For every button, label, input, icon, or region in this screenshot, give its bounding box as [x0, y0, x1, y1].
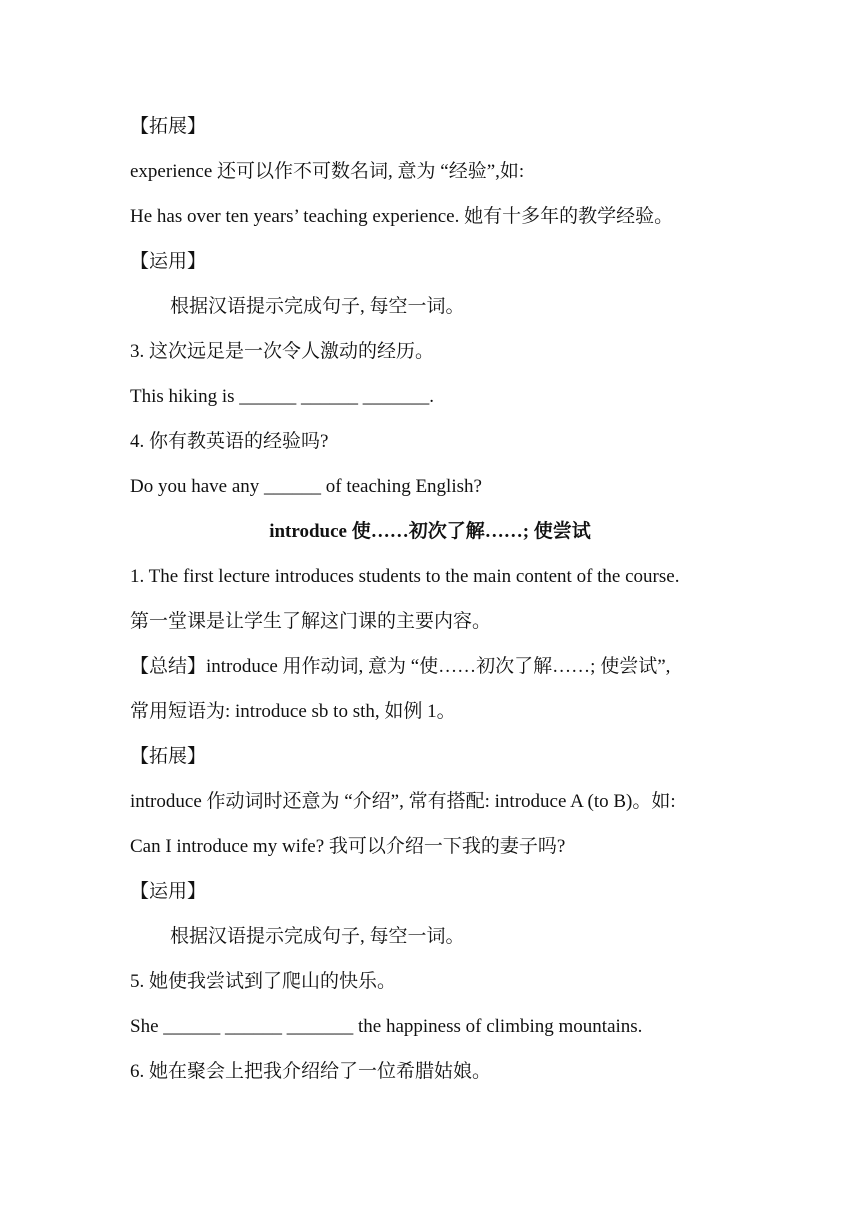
exercise-4-chinese: 4. 你有教英语的经验吗? — [130, 431, 329, 452]
vocab-heading-introduce: introduce 使……初次了解……; 使尝试 — [269, 521, 591, 542]
exercise-3-chinese: 3. 这次远足是一次令人激动的经历。 — [130, 341, 435, 362]
instruction-text: 根据汉语提示完成句子, 每空一词。 — [170, 926, 465, 947]
section-label-practice: 【运用】 — [130, 881, 207, 902]
example-translation: 第一堂课是让学生了解这门课的主要内容。 — [130, 611, 492, 632]
example-sentence: Can I introduce my wife? 我可以介绍一下我的妻子吗? — [130, 836, 566, 857]
summary-paragraph: 【总结】introduce 用作动词, 意为 “使……初次了解……; 使尝试”, — [130, 656, 671, 677]
section-label-extension: 【拓展】 — [130, 116, 207, 137]
section-label-extension: 【拓展】 — [130, 746, 207, 767]
paragraph-experience-note: experience 还可以作不可数名词, 意为 “经验”,如: — [130, 161, 525, 182]
exercise-3-english: This hiking is ______ ______ _______. — [130, 386, 435, 407]
summary-phrase: 常用短语为: introduce sb to sth, 如例 1。 — [130, 701, 456, 722]
example-sentence: 1. The first lecture introduces students to the main content of the course. — [130, 566, 680, 587]
paragraph-introduce-note: introduce 作动词时还意为 “介绍”, 常有搭配: introduce A (to B)。如: — [130, 791, 676, 812]
exercise-4-english: Do you have any ______ of teaching English? — [130, 476, 482, 497]
exercise-5-english: She ______ ______ _______ the happiness of climbing mountains. — [130, 1016, 643, 1037]
exercise-6-chinese: 6. 她在聚会上把我介绍给了一位希腊姑娘。 — [130, 1061, 492, 1082]
section-label-practice: 【运用】 — [130, 251, 207, 272]
example-sentence: He has over ten years’ teaching experience. 她有十多年的教学经验。 — [130, 206, 674, 227]
instruction-text: 根据汉语提示完成句子, 每空一词。 — [170, 296, 465, 317]
exercise-5-chinese: 5. 她使我尝试到了爬山的快乐。 — [130, 971, 397, 992]
